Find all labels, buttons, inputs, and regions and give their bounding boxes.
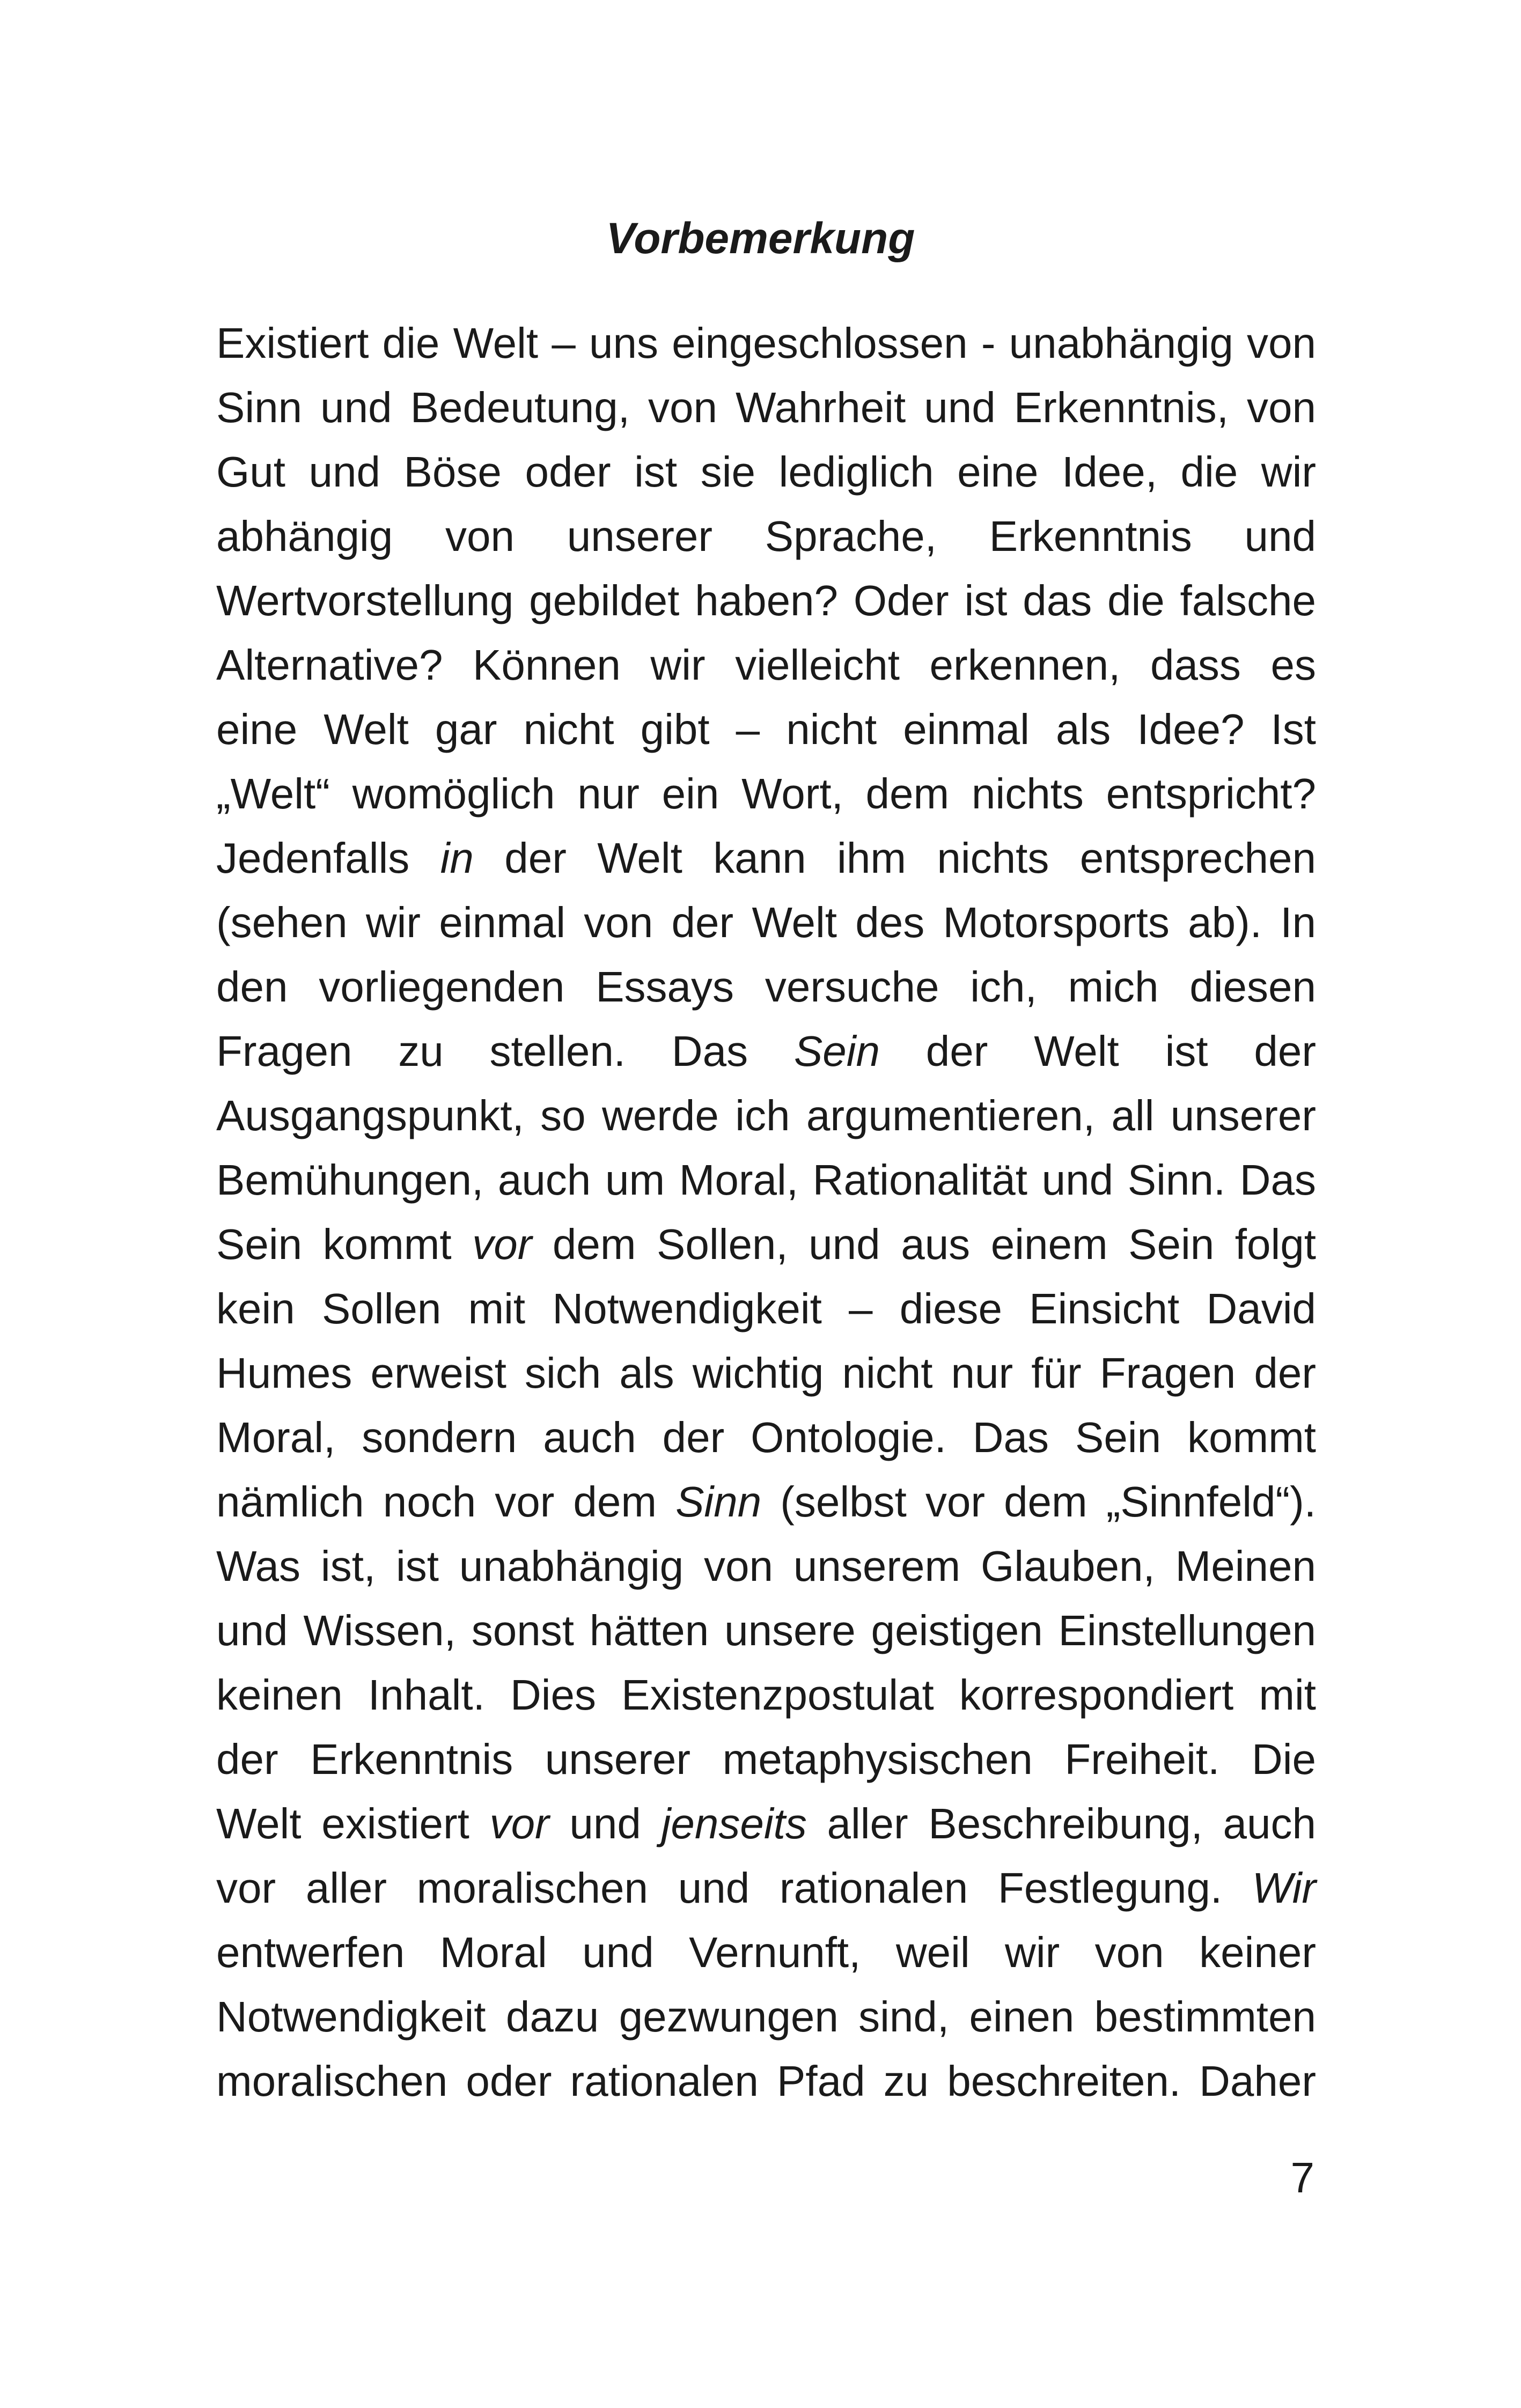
text-segment: der Erkenntnis unserer metaphysischen Freiheit. Die	[216, 1735, 1316, 1783]
text-segment: moralischen oder rationalen Pfad zu beschreiten. Daher	[216, 2057, 1316, 2105]
text-line	[216, 440, 1316, 504]
text-line	[216, 697, 1316, 762]
text-segment: Sein kommt	[216, 1220, 473, 1268]
text-line	[216, 955, 1316, 1019]
text-segment: vor aller moralischen und rationalen Festlegung.	[216, 1864, 1252, 1912]
text-line	[216, 1084, 1316, 1148]
text-segment: „Welt“ womöglich nur ein Wort, dem nichts entspricht?	[216, 770, 1316, 818]
text-line	[216, 1534, 1316, 1599]
text-segment: kein Sollen mit Notwendigkeit – diese Einsicht David	[216, 1285, 1316, 1332]
emphasized-text: in	[440, 834, 474, 882]
emphasized-text: Sinn	[675, 1478, 762, 1526]
text-segment: Sinn und Bedeutung, von Wahrheit und Erkenntnis, von	[216, 384, 1316, 431]
text-line	[216, 1856, 1316, 1920]
text-segment: Notwendigkeit dazu gezwungen sind, einen bestimmten	[216, 1993, 1316, 2041]
text-segment: den vorliegenden Essays versuche ich, mich diesen	[216, 963, 1316, 1011]
text-line	[216, 890, 1316, 955]
text-line	[216, 633, 1316, 697]
text-line	[216, 1277, 1316, 1341]
text-segment: und Wissen, sonst hätten unsere geistigen Einstellungen	[216, 1607, 1316, 1654]
emphasized-text: jenseits	[661, 1800, 807, 1847]
text-segment: Bemühungen, auch um Moral, Rationalität und Sinn. Das	[216, 1156, 1316, 1204]
text-segment: (selbst vor dem „Sinnfeld“).	[761, 1478, 1316, 1526]
text-segment: entwerfen Moral und Vernunft, weil wir von keiner	[216, 1928, 1316, 1976]
text-line	[216, 311, 1316, 375]
text-segment: Jedenfalls	[216, 834, 440, 882]
text-line	[216, 1920, 1316, 1985]
text-line	[216, 2049, 1316, 2114]
emphasized-text: Wir	[1252, 1864, 1316, 1912]
text-line	[216, 1599, 1316, 1663]
text-segment: Wertvorstellung gebildet haben? Oder ist das die falsche	[216, 577, 1316, 624]
text-segment: der Welt ist der	[880, 1027, 1316, 1075]
text-segment: nämlich noch vor dem	[216, 1478, 676, 1526]
text-segment: Humes erweist sich als wichtig nicht nur für Fragen der	[216, 1349, 1316, 1397]
text-segment: dem Sollen, und aus einem Sein folgt	[532, 1220, 1317, 1268]
text-line	[216, 1792, 1316, 1856]
text-segment: Ausgangspunkt, so werde ich argumentieren, all unserer	[216, 1092, 1316, 1139]
text-line	[216, 1212, 1316, 1277]
text-segment: Moral, sondern auch der Ontologie. Das Sein kommt	[216, 1413, 1316, 1461]
text-segment: Alternative? Können wir vielleicht erkennen, dass es	[216, 641, 1316, 689]
text-segment: Gut und Böse oder ist sie lediglich eine Idee, die wir	[216, 448, 1316, 496]
text-line	[216, 1148, 1316, 1212]
emphasized-text: Sein	[793, 1027, 880, 1075]
text-line	[216, 1405, 1316, 1470]
text-line	[216, 762, 1316, 826]
emphasized-text: vor	[489, 1800, 549, 1847]
text-segment: Existiert die Welt – uns eingeschlossen - unabhängig von	[216, 319, 1316, 367]
body-text	[216, 311, 1316, 2114]
text-segment: keinen Inhalt. Dies Existenzpostulat korrespondiert mit	[216, 1671, 1316, 1719]
text-line	[216, 569, 1316, 633]
page-number: 7	[1290, 2154, 1314, 2201]
text-line	[216, 826, 1316, 890]
text-segment: und	[549, 1800, 662, 1847]
text-line	[216, 1985, 1316, 2049]
text-line	[216, 1019, 1316, 1084]
text-line	[216, 375, 1316, 440]
text-segment: abhängig von unserer Sprache, Erkenntnis und	[216, 512, 1316, 560]
text-line	[216, 504, 1316, 569]
text-segment: aller Beschreibung, auch	[806, 1800, 1316, 1847]
text-segment: Was ist, ist unabhängig von unserem Glauben, Meinen	[216, 1542, 1316, 1590]
text-segment: eine Welt gar nicht gibt – nicht einmal als Idee? Ist	[216, 705, 1316, 753]
emphasized-text: vor	[472, 1220, 532, 1268]
text-segment: der Welt kann ihm nichts entsprechen	[473, 834, 1317, 882]
text-segment: Fragen zu stellen. Das	[216, 1027, 794, 1075]
text-line	[216, 1663, 1316, 1727]
text-segment: Welt existiert	[216, 1800, 490, 1847]
text-line	[216, 1341, 1316, 1405]
text-line	[216, 1727, 1316, 1792]
page-title: Vorbemerkung	[606, 214, 915, 263]
text-line	[216, 1470, 1316, 1534]
text-segment: (sehen wir einmal von der Welt des Motorsports ab). In	[216, 899, 1316, 946]
